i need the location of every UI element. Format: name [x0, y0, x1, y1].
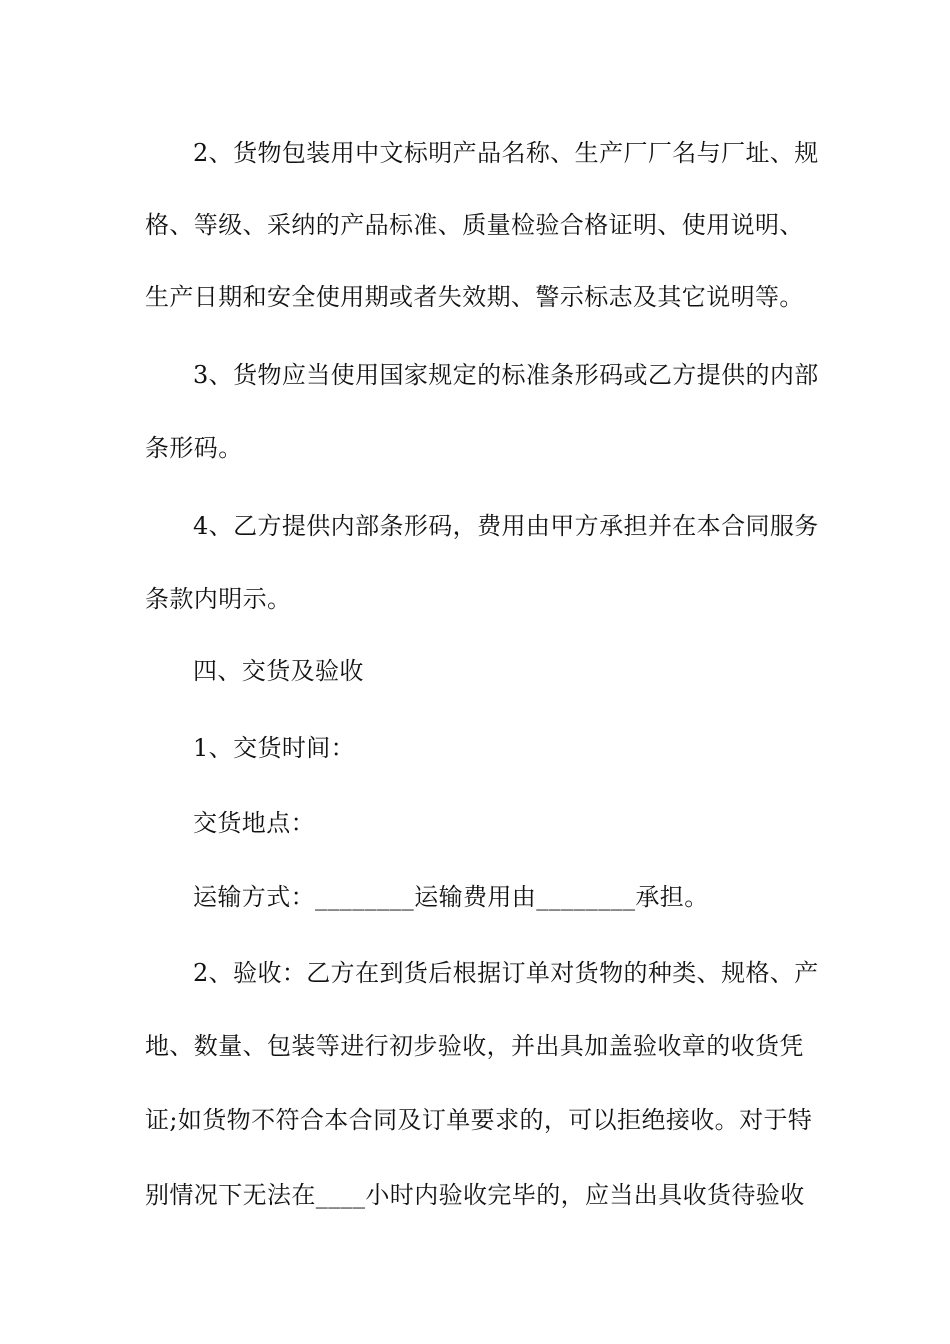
- transport-method-line: 运输方式：________运输费用由________承担。: [193, 883, 709, 911]
- section-heading-delivery: 四、交货及验收: [193, 657, 364, 685]
- paragraph-item-2-line-3: 生产日期和安全使用期或者失效期、警示标志及其它说明等。: [145, 283, 804, 311]
- delivery-time-line: 1、交货时间：: [193, 734, 356, 762]
- paragraph-item-4-line-2: 条款内明示。: [145, 585, 292, 613]
- paragraph-item-4-line-1: 4、乙方提供内部条形码，费用由甲方承担并在本合同服务: [193, 512, 819, 540]
- paragraph-item-3-line-1: 3、货物应当使用国家规定的标准条形码或乙方提供的内部: [193, 361, 819, 389]
- paragraph-acceptance-line-2: 地、数量、包装等进行初步验收，并出具加盖验收章的收货凭: [145, 1032, 804, 1060]
- delivery-location-line: 交货地点：: [193, 809, 315, 837]
- paragraph-item-3-line-2: 条形码。: [145, 434, 243, 462]
- paragraph-acceptance-line-1: 2、验收：乙方在到货后根据订单对货物的种类、规格、产: [193, 959, 819, 987]
- paragraph-acceptance-line-4: 别情况下无法在____小时内验收完毕的，应当出具收货待验收: [145, 1181, 805, 1209]
- paragraph-item-2-line-1: 2、货物包装用中文标明产品名称、生产厂厂名与厂址、规: [193, 139, 819, 167]
- paragraph-item-2-line-2: 格、等级、采纳的产品标准、质量检验合格证明、使用说明、: [145, 211, 804, 239]
- paragraph-acceptance-line-3: 证;如货物不符合本合同及订单要求的，可以拒绝接收。对于特: [145, 1106, 813, 1134]
